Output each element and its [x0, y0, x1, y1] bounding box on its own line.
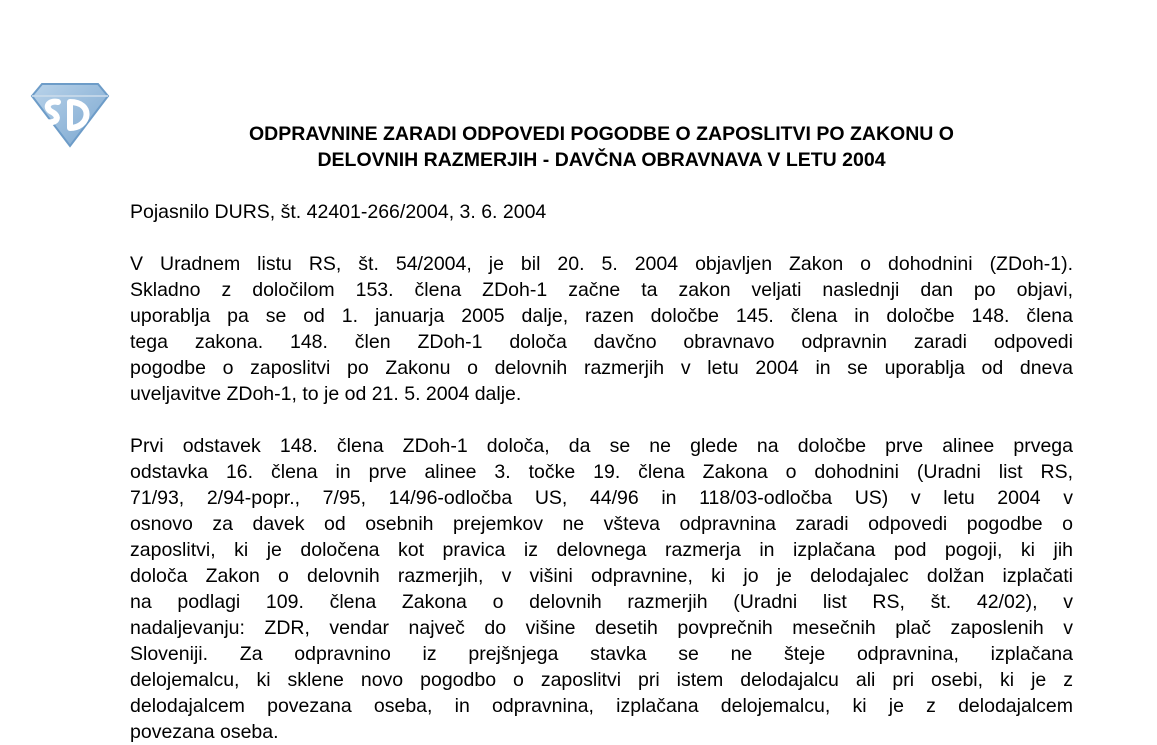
title-line: DELOVNIH RAZMERJIH - DAVČNA OBRAVNAVA V LETU 2004 [317, 149, 886, 171]
text-line: pogodbe o zaposlitvi po Zakonu o delovnih razmerjih v letu 2004 in se uporablja od dneva [130, 357, 1073, 379]
paragraph-1 [130, 251, 1073, 407]
paragraph-2 [130, 433, 1073, 745]
text-line: delodajalcem povezana oseba, in odpravnina, izplačana delojemalcu, ki je z delodajalcem [130, 695, 1073, 717]
text-line: 71/93, 2/94-popr., 7/95, 14/96-odločba US, 44/96 in 118/03-odločba US) v letu 2004 v [130, 487, 1073, 509]
text-line: zaposlitvi, ki je določena kot pravica iz delovnega razmerja in izplačana pod pogoji, ki jih [130, 539, 1073, 561]
text-line: uporablja pa se od 1. januarja 2005 dalje, razen določbe 145. člena in določbe 148. člena [130, 305, 1073, 327]
diamond-sd-logo [28, 80, 112, 150]
text-line: Sloveniji. Za odpravnino iz prejšnjega stavka se ne šteje odpravnina, izplačana [130, 643, 1073, 665]
title-line: ODPRAVNINE ZARADI ODPOVEDI POGODBE O ZAPOSLITVI PO ZAKONU O [249, 123, 954, 145]
text-line: povezana oseba. [130, 721, 279, 743]
text-line: Prvi odstavek 148. člena ZDoh-1 določa, da se ne glede na določbe prve alinee prvega [130, 435, 1073, 457]
text-line: osnovo za davek od osebnih prejemkov ne všteva odpravnina zaradi odpovedi pogodbe o [130, 513, 1073, 535]
text-line: nadaljevanju: ZDR, vendar največ do višine desetih povprečnih mesečnih plač zaposlenih v [130, 617, 1073, 639]
text-line: tega zakona. 148. člen ZDoh-1 določa davčno obravnavo odpravnin zaradi odpovedi [130, 331, 1073, 353]
document-title [130, 121, 1073, 173]
reference-line: Pojasnilo DURS, št. 42401-266/2004, 3. 6. 2004 [130, 201, 547, 223]
text-line: Skladno z določilom 153. člena ZDoh-1 začne ta zakon veljati naslednji dan po objavi, [130, 279, 1073, 301]
text-line: V Uradnem listu RS, št. 54/2004, je bil 20. 5. 2004 objavljen Zakon o dohodnini (ZDoh-1). [130, 253, 1073, 275]
text-line: določa Zakon o delovnih razmerjih, v višini odpravnine, ki jo je delodajalec dolžan izplačati [130, 565, 1073, 587]
text-line: uveljavitve ZDoh-1, to je od 21. 5. 2004 dalje. [130, 383, 522, 405]
text-line: delojemalcu, ki sklene novo pogodbo o zaposlitvi pri istem delodajalcu ali pri osebi, ki je z [130, 669, 1073, 691]
text-line: odstavka 16. člena in prve alinee 3. točke 19. člena Zakona o dohodnini (Uradni list RS, [130, 461, 1073, 483]
text-line: na podlagi 109. člena Zakona o delovnih razmerjih (Uradni list RS, št. 42/02), v [130, 591, 1073, 613]
